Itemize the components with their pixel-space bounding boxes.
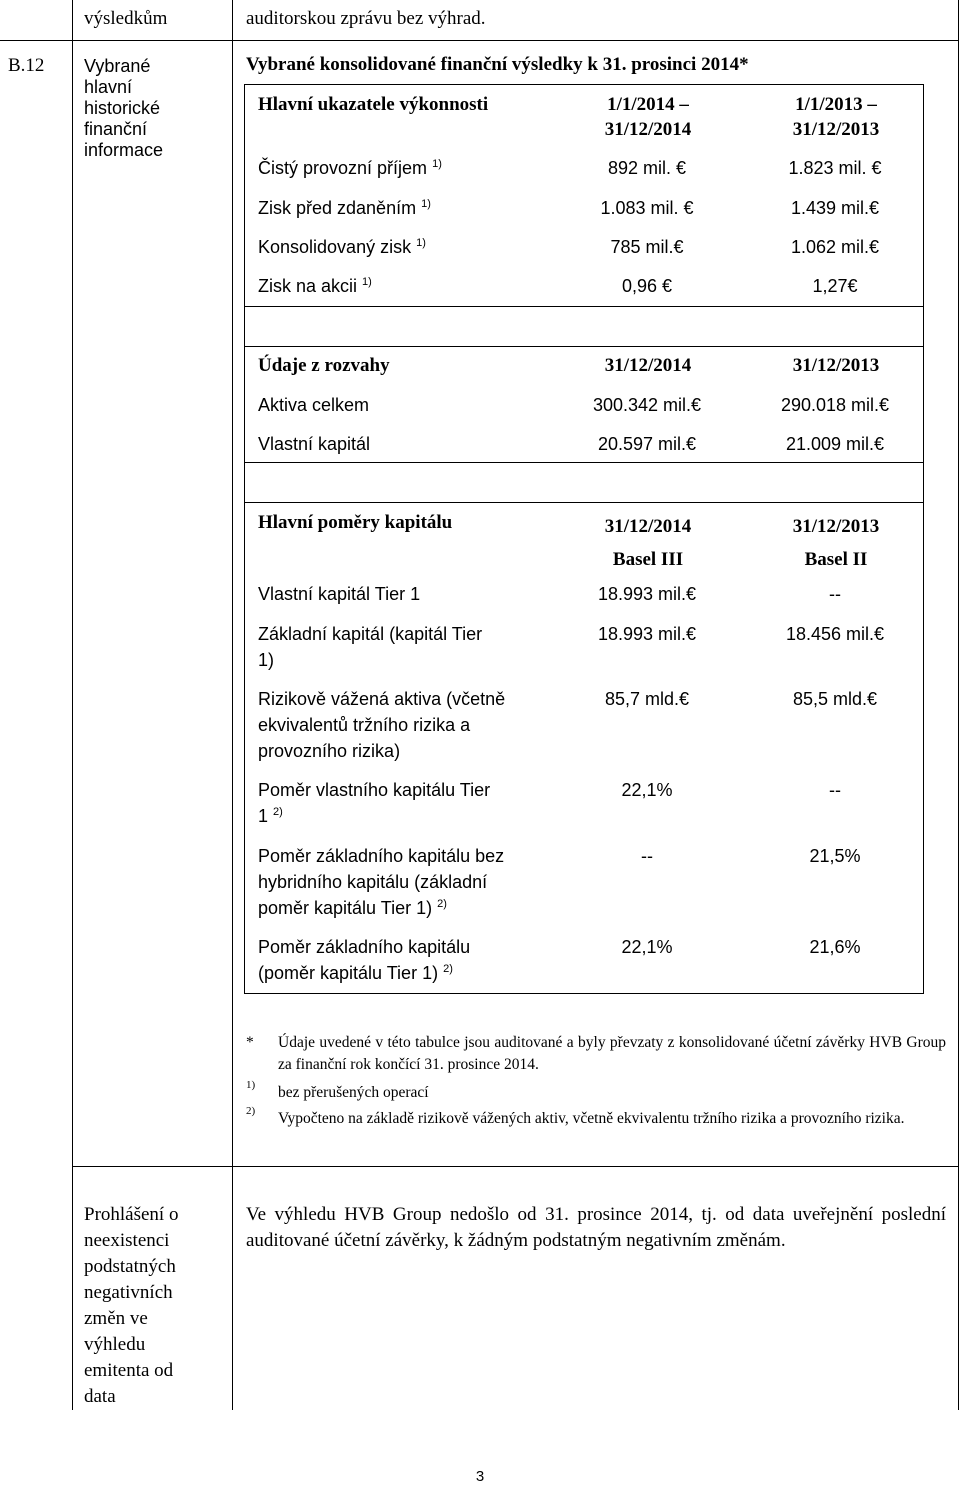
inner-hline-gap-2b xyxy=(244,502,924,503)
footnote-mark: * xyxy=(246,1034,254,1051)
footnote-mark: 2) xyxy=(246,1105,256,1117)
capital-row-label-line: (poměr kapitálu Tier 1) xyxy=(258,963,439,983)
balance-row-value-2013: 21.009 mil.€ xyxy=(785,434,885,454)
capital-row-value-2013: -- xyxy=(829,780,841,800)
performance-row-value-2013: 1.823 mil. € xyxy=(788,158,882,178)
capital-row-label-line: poměr kapitálu Tier 1) xyxy=(258,898,433,918)
section-title-line: historické xyxy=(84,98,161,118)
inner-top-border xyxy=(244,84,924,85)
statement-title-line: neexistenci xyxy=(84,1230,170,1251)
top-left-label: výsledkům xyxy=(84,8,168,29)
capital-header-2013 xyxy=(766,510,906,576)
capital-row-value-2014: 18.993 mil.€ xyxy=(597,584,697,604)
performance-row-label xyxy=(258,195,431,221)
capital-row-value-2014: -- xyxy=(641,846,653,866)
balance-row-label: Vlastní kapitál xyxy=(258,434,371,454)
capital-header-2014 xyxy=(578,510,718,576)
performance-row-value-2014: 0,96 € xyxy=(621,276,673,296)
performance-row-value-2013: 1.439 mil.€ xyxy=(790,198,880,218)
capital-row-label-line: Vlastní kapitál Tier 1 xyxy=(258,584,421,604)
performance-header-2014-line: 1/1/2014 – xyxy=(607,94,689,115)
outer-left-border xyxy=(72,0,73,1410)
statement-text: Ve výhledu HVB Group nedošlo od 31. prosince 2014, tj. od data uveřejnění poslední auditované účetní závěrky, k žádným podstatným negativním změnám. xyxy=(246,1204,946,1251)
balance-row-value-2014: 20.597 mil.€ xyxy=(597,434,697,454)
inner-left-border xyxy=(244,84,245,994)
performance-row-value-2013: 1,27€ xyxy=(812,276,858,296)
statement-title-line: emitenta od xyxy=(84,1360,174,1381)
footnote-ref: 2) xyxy=(437,898,447,910)
performance-row-label xyxy=(258,234,426,260)
performance-header-2014 xyxy=(578,92,718,142)
performance-header-label: Hlavní ukazatele výkonnosti xyxy=(258,94,489,115)
performance-row-value-2014: 785 mil.€ xyxy=(610,237,684,257)
capital-row-label-line: Poměr základního kapitálu bez xyxy=(258,846,505,866)
outer-right-border xyxy=(958,0,959,1410)
capital-row-label-line: 1 xyxy=(258,806,269,826)
table-heading: Vybrané konsolidované finanční výsledky k 31. prosinci 2014* xyxy=(246,54,749,75)
performance-header-2014-line: 31/12/2014 xyxy=(604,119,692,140)
statement-title xyxy=(84,1202,229,1410)
performance-row-label xyxy=(258,273,372,299)
capital-row-value-2014: 85,7 mld.€ xyxy=(604,689,690,709)
statement-title-line: změn ve xyxy=(84,1308,148,1329)
capital-row-label-line: hybridního kapitálu (základní xyxy=(258,872,488,892)
footnote-ref: 1) xyxy=(416,237,426,249)
capital-row-label-line: Poměr základního kapitálu xyxy=(258,937,471,957)
footnote-ref: 1) xyxy=(362,276,372,288)
statement-title-line: data xyxy=(84,1386,116,1407)
balance-header-2014: 31/12/2014 xyxy=(604,355,692,376)
capital-header-2014-line: 31/12/2014 xyxy=(604,516,692,537)
balance-row-value-2013: 290.018 mil.€ xyxy=(780,395,890,415)
capital-row-value-2014: 22,1% xyxy=(621,780,673,800)
performance-header-2013 xyxy=(766,92,906,142)
capital-row-label xyxy=(258,934,558,986)
capital-row-label-line: provozního rizika) xyxy=(258,741,401,761)
section-title-line: informace xyxy=(84,140,164,160)
footnote-text: Údaje uvedené v této tabulce jsou auditované a byly převzaty z konsolidované účetní závěrky HVB Group za finanční rok končící 31. prosince 2014. xyxy=(278,1034,946,1073)
capital-header-2014-line: Basel III xyxy=(612,549,684,570)
top-right-text: auditorskou zprávu bez výhrad. xyxy=(246,8,486,29)
performance-row-label-text: Konsolidovaný zisk xyxy=(258,237,412,257)
capital-row-value-2013: 21,6% xyxy=(809,937,861,957)
inner-hline-gap-2 xyxy=(244,462,924,463)
section-title xyxy=(84,53,224,163)
footnote-text: Vypočteno na základě rizikově vážených aktiv, včetně ekvivalentu tržního rizika a provozního rizika. xyxy=(278,1110,905,1127)
performance-row-value-2014: 1.083 mil. € xyxy=(600,198,694,218)
footnote-ref: 2) xyxy=(443,963,453,975)
footnote-text: bez přerušených operací xyxy=(278,1084,429,1101)
capital-row-value-2013: 18.456 mil.€ xyxy=(785,624,885,644)
page-number: 3 xyxy=(475,1468,485,1485)
capital-row-value-2014: 22,1% xyxy=(621,937,673,957)
inner-bottom-border xyxy=(244,993,924,994)
capital-row-label xyxy=(258,777,558,829)
capital-row-label xyxy=(258,686,558,764)
statement-title-line: Prohlášení o xyxy=(84,1204,179,1225)
performance-row-value-2014: 892 mil. € xyxy=(607,158,687,178)
section-divider-top xyxy=(0,40,959,41)
section-id: B.12 xyxy=(8,55,45,76)
capital-header-2013-line: 31/12/2013 xyxy=(792,516,880,537)
capital-row-label-line: ekvivalentů tržního rizika a xyxy=(258,715,471,735)
footnote-ref: 2) xyxy=(273,806,283,818)
section-title-line: Vybrané xyxy=(84,56,151,76)
footnote-mark: 1) xyxy=(246,1079,256,1091)
col-divider-1 xyxy=(232,0,233,1410)
statement-title-line: podstatných xyxy=(84,1256,176,1277)
capital-row-label-line: Rizikově vážená aktiva (včetně xyxy=(258,689,506,709)
inner-hline-gap-1 xyxy=(244,306,924,307)
performance-row-value-2013: 1.062 mil.€ xyxy=(790,237,880,257)
inner-hline-gap-1b xyxy=(244,346,924,347)
performance-row-label xyxy=(258,155,442,181)
performance-header-2013-line: 31/12/2013 xyxy=(792,119,880,140)
capital-row-label-line: Poměr vlastního kapitálu Tier xyxy=(258,780,491,800)
section-divider-statement xyxy=(72,1166,959,1167)
statement-title-line: negativních xyxy=(84,1282,173,1303)
performance-row-label-text: Zisk před zdaněním xyxy=(258,198,417,218)
capital-row-label-line: 1) xyxy=(258,650,275,670)
performance-row-label-text: Zisk na akcii xyxy=(258,276,358,296)
capital-row-label-line: Základní kapitál (kapitál Tier xyxy=(258,624,483,644)
capital-header-2013-line: Basel II xyxy=(804,549,868,570)
performance-row-label-text: Čistý provozní příjem xyxy=(258,158,428,178)
statement-title-line: výhledu xyxy=(84,1334,146,1355)
balance-row-label: Aktiva celkem xyxy=(258,395,370,415)
footnote-ref: 1) xyxy=(421,198,431,210)
capital-row-value-2014: 18.993 mil.€ xyxy=(597,624,697,644)
balance-header-label: Údaje z rozvahy xyxy=(258,355,390,376)
capital-row-label xyxy=(258,843,558,921)
capital-header-label: Hlavní poměry kapitálu xyxy=(258,512,453,533)
balance-row-value-2014: 300.342 mil.€ xyxy=(592,395,702,415)
capital-row-value-2013: 21,5% xyxy=(809,846,861,866)
footnote-ref: 1) xyxy=(432,158,442,170)
capital-row-label xyxy=(258,621,558,673)
capital-row-label xyxy=(258,581,558,607)
inner-right-border xyxy=(923,84,924,994)
capital-row-value-2013: -- xyxy=(829,584,841,604)
section-title-line: finanční xyxy=(84,119,148,139)
balance-header-2013: 31/12/2013 xyxy=(792,355,880,376)
section-title-line: hlavní xyxy=(84,77,133,97)
performance-header-2013-line: 1/1/2013 – xyxy=(795,94,877,115)
capital-row-value-2013: 85,5 mld.€ xyxy=(792,689,878,709)
